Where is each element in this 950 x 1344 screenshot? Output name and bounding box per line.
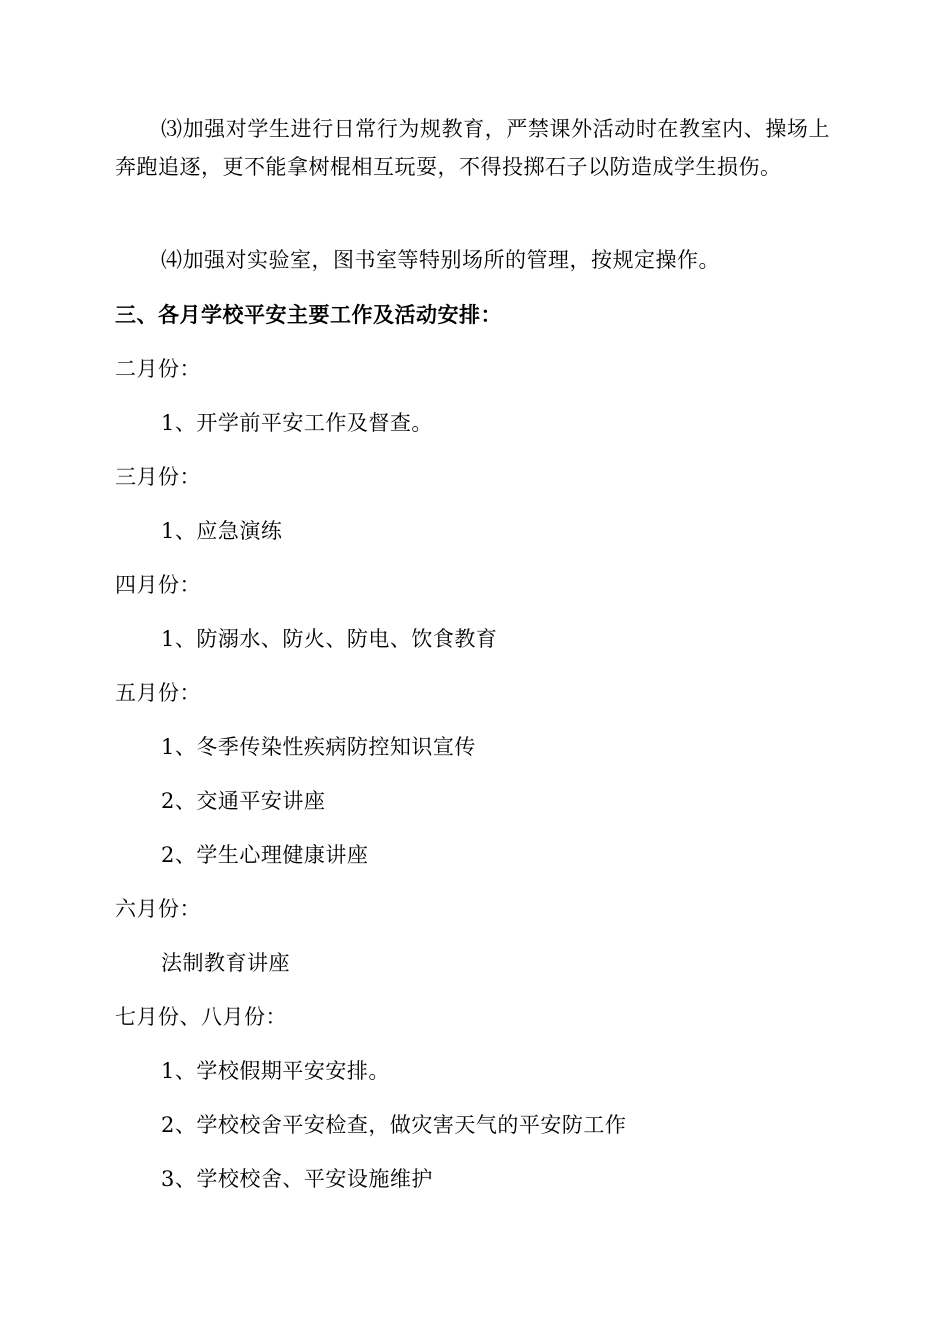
list-item: 1、开学前平安工作及督查。 (161, 411, 433, 435)
list-item: 1、冬季传染性疾病防控知识宣传 (161, 735, 476, 759)
list-item: 法制教育讲座 (161, 951, 290, 975)
list-item: 3、学校校舍、平安设施维护 (161, 1167, 433, 1191)
month-label-mar: 三月份： (115, 465, 201, 489)
month-label-may: 五月份： (115, 681, 201, 705)
month-label-feb: 二月份： (115, 357, 201, 381)
list-item: 1、应急演练 (161, 519, 283, 543)
list-item: 1、防溺水、防火、防电、饮食教育 (161, 627, 498, 651)
month-label-jun: 六月份： (115, 897, 201, 921)
month-label-jul-aug: 七月份、八月份： (115, 1005, 287, 1029)
list-item: 1、学校假期平安安排。 (161, 1059, 390, 1083)
list-item: 2、学校校舍平安检查，做灾害天气的平安防工作 (161, 1113, 627, 1137)
month-label-apr: 四月份： (115, 573, 201, 597)
paragraph-4: ⑷加强对实验室，图书室等特别场所的管理，按规定操作。 (161, 248, 720, 272)
section-heading: 三、各月学校平安主要工作及活动安排： (115, 302, 502, 327)
list-item: 2、交通平安讲座 (161, 789, 326, 813)
list-item: 2、学生心理健康讲座 (161, 843, 369, 867)
paragraph-3: ⑶加强对学生进行日常行为规教育，严禁课外活动时在教室内、操场上奔跑追逐，更不能拿树棍相互玩耍，不得投掷石子以防造成学生损伤。 (115, 117, 830, 179)
